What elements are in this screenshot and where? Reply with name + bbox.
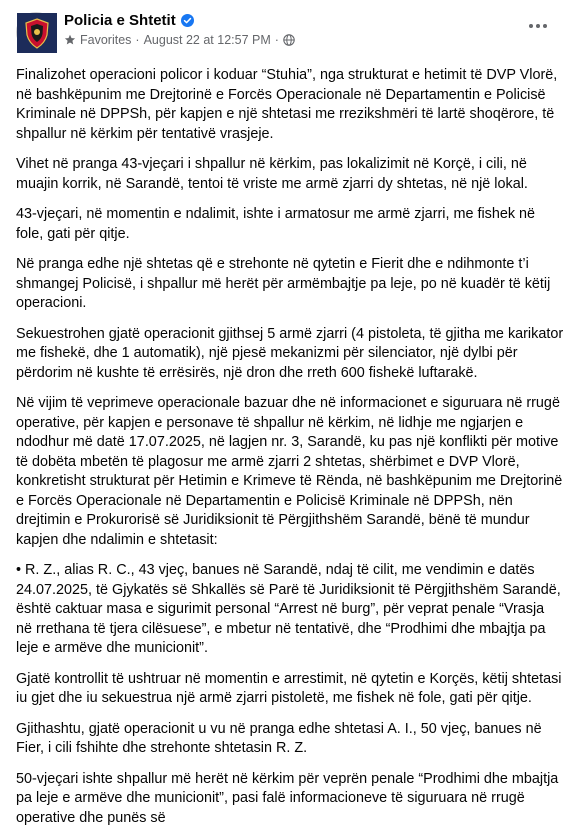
- page-avatar[interactable]: [16, 12, 56, 52]
- dot-icon: [536, 24, 540, 28]
- police-logo-icon: [17, 13, 57, 53]
- post-paragraph: Sekuestrohen gjatë operacionit gjithsej 5 armë zjarri (4 pistoleta, të gjitha me karikator me fishekë, dhe 1 automatik), një pjesë mekanizmi për silenciator, një dylbi për përdorim në kushte të errësirës, një dron dhe rreth 600 fishekë luftarakë.: [16, 325, 564, 381]
- page-name[interactable]: Policia e Shtetit: [64, 12, 176, 29]
- more-options-button[interactable]: [520, 14, 556, 38]
- post-timestamp[interactable]: August 22 at 12:57 PM: [143, 33, 271, 47]
- meta-separator: ·: [135, 33, 140, 47]
- post-paragraph: Gjithashtu, gjatë operacionit u vu në pranga edhe shtetasi A. I., 50 vjeç, banues në Fier, i cili fshihte dhe strehonte shtetasin R. Z.: [16, 720, 542, 756]
- separator-dot: ·: [274, 33, 279, 47]
- star-icon: [64, 34, 76, 46]
- post-paragraph: Finalizohet operacioni policor i koduar “Stuhia”, nga strukturat e hetimit të DVP Vlorë, në bashkëpunim me Drejtorinë e Forcës Operacionale në Departamentin e Policisë Kriminale në DPPSh, për kapjen e një shtetasi me rrezikshmëri të lartë shoqërore, të shpallur në kërkim për tentativë vrasjeje.: [16, 67, 558, 142]
- globe-icon: [283, 34, 295, 46]
- post-paragraph: Në vijim të veprimeve operacionale bazuar dhe në informacionet e siguruara në rrugë operative, për kapjen e personave të shpallur në kërkim, në lidhje me ngjarjen e ndodhur më datë 17.07.2025, në lagjen nr. 3, Sarandë, ku pas një konflikti për motive të dobëta mbetën të plagosur me armë zjarri 2 shtetas, shërbimet e DVP Vlorë, konkretisht strukturat për Hetimin e Krimeve të Rënda, në bashkëpunim me Drejtorinë e Forcës Operacionale në Departamentin e Policisë Kriminale në DPPSh, nën drejtimin e Prokurorisë së Juridiksionit të Përgjithshëm Sarandë, bënë të mundur kapjen dhe ndalimin e shtetasit:: [16, 395, 563, 548]
- audience-label: Favorites: [80, 33, 132, 47]
- post-header: [0, 0, 579, 56]
- post-paragraph: Në pranga edhe një shtetas që e strehonte në qytetin e Fierit dhe e ndihmonte t’i shmangej Policisë, i shpallur më herët për armëmbajtje pa leje, po në kuadër të këtij operacioni.: [16, 256, 551, 311]
- verified-badge-icon: [181, 14, 194, 27]
- post-paragraph: Vihet në pranga 43-vjeçari i shpallur në kërkim, pas lokalizimit në Korçë, i cili, në muajin korrik, në Sarandë, tentoi të vriste me armë zjarri dy shtetas, në një lokal.: [16, 156, 528, 192]
- post-paragraph: 43-vjeçari, në momentin e ndalimit, ishte i armatosur me armë zjarri, me fishek në fole, gati për qitje.: [16, 206, 536, 242]
- post-body: [16, 66, 564, 839]
- dot-icon: [543, 24, 547, 28]
- post-paragraph: Gjatë kontrollit të ushtruar në momentin e arrestimit, në qytetin e Korçës, këtij shtetasi iu gjet dhe iu sekuestrua një armë zjarri pistoletë, me fishek në fole, gati për qitje.: [16, 670, 562, 706]
- dot-icon: [529, 24, 533, 28]
- page-name-row: [64, 12, 194, 29]
- post-meta: [64, 33, 295, 47]
- post-bullet-item: • R. Z., alias R. C., 43 vjeç, banues në Sarandë, ndaj të cilit, me vendimin e datës 24.07.2025, të Gjykatës së Shkallës së Parë të Juridiksionit të Përgjithshëm Sarandë, është caktuar masa e sigurimit personal “Arrest në burg”, për veprat penale “Vrasja në rrethana të tjera cilësuese”, e mbetur në tentativë, dhe “Prodhimi dhe mbajtja pa leje e armëve dhe municionit”.: [16, 562, 561, 656]
- post-paragraph: 50-vjeçari ishte shpallur më herët në kërkim për veprën penale “Prodhimi dhe mbajtja pa leje e armëve dhe municionit”, pasi falë informacioneve të siguruara në rrugë operative dhe punës së: [16, 770, 559, 826]
